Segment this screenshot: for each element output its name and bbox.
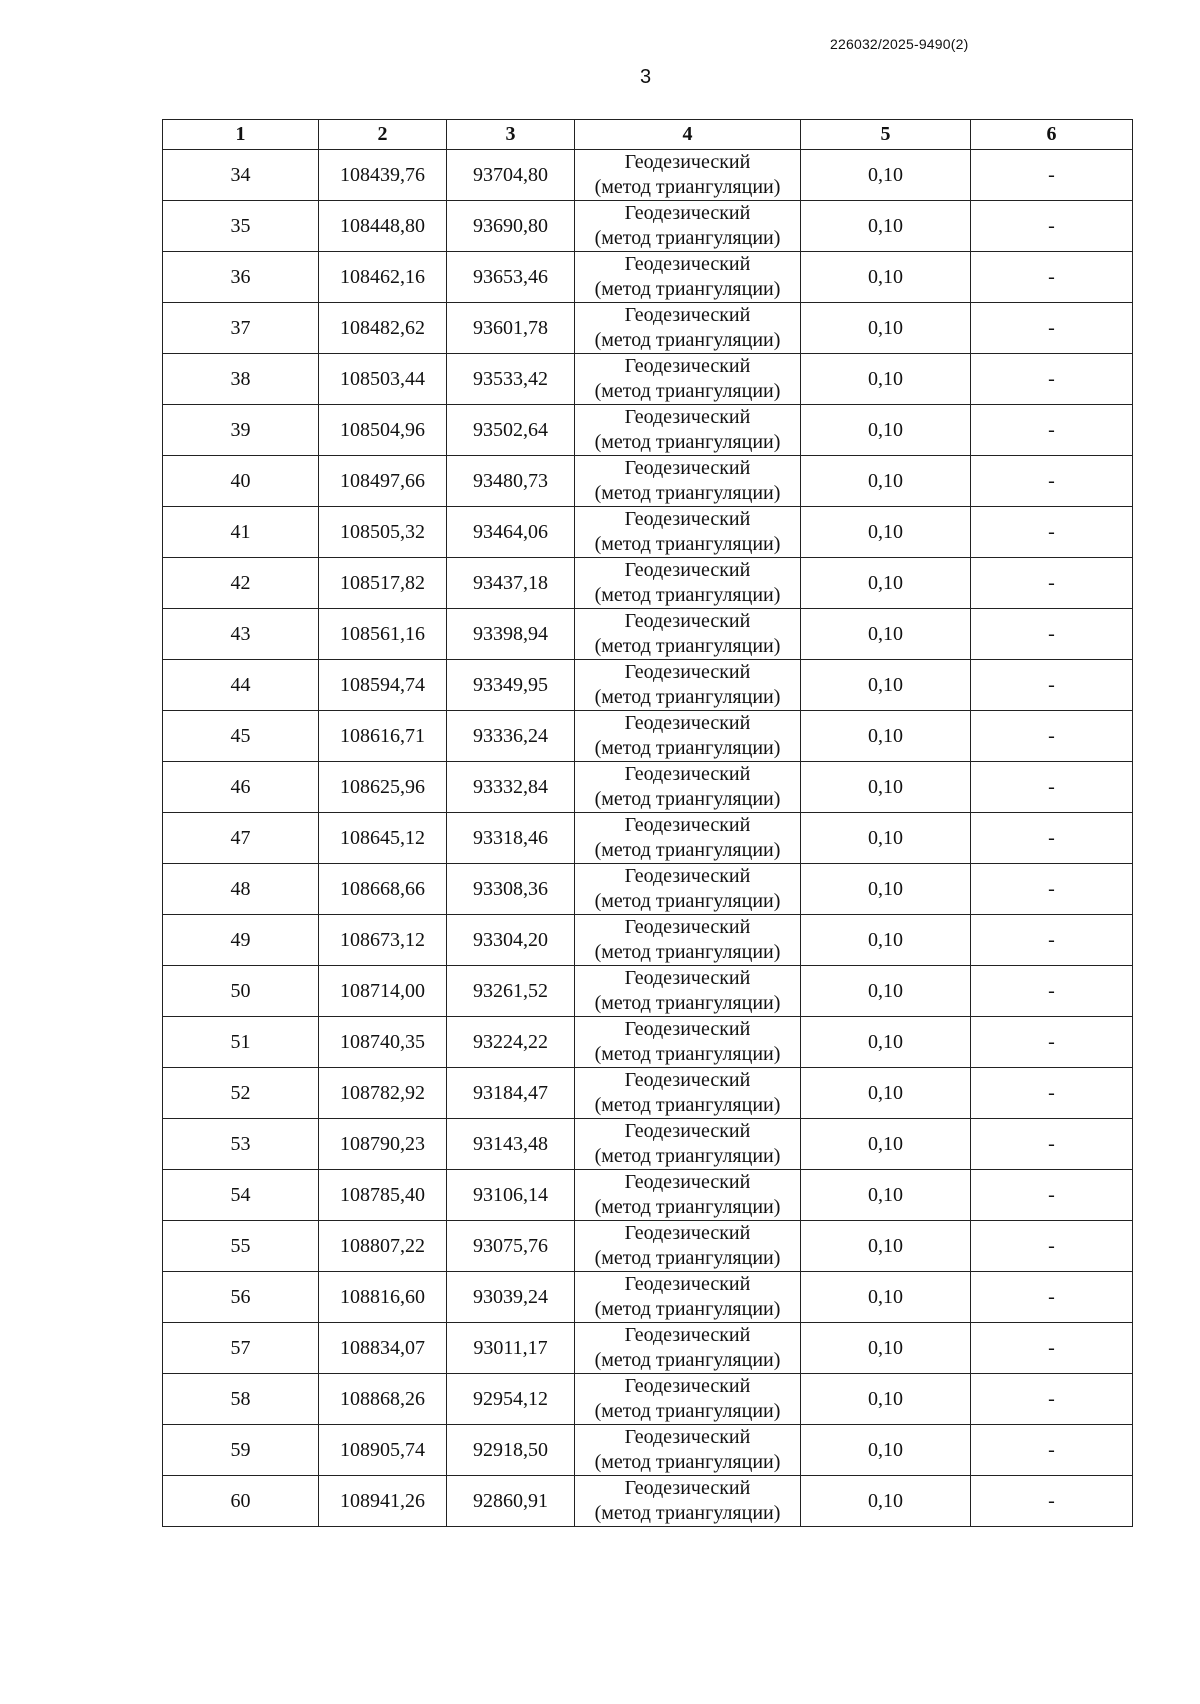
note-cell: - xyxy=(971,354,1133,405)
accuracy-cell: 0,10 xyxy=(801,1017,971,1068)
method-cell xyxy=(575,507,801,558)
table-row xyxy=(163,1374,1133,1425)
point-number-cell: 42 xyxy=(163,558,319,609)
note-cell: - xyxy=(971,150,1133,201)
column-header-3: 3 xyxy=(447,120,575,150)
coordinate-x-cell: 108448,80 xyxy=(319,201,447,252)
accuracy-cell: 0,10 xyxy=(801,201,971,252)
accuracy-cell: 0,10 xyxy=(801,456,971,507)
method-detail: (метод триангуляции) xyxy=(594,788,781,810)
coordinate-x-cell: 108505,32 xyxy=(319,507,447,558)
accuracy-cell: 0,10 xyxy=(801,1272,971,1323)
method-name: Геодезический xyxy=(624,559,751,581)
method-cell xyxy=(575,915,801,966)
note-cell: - xyxy=(971,711,1133,762)
accuracy-cell: 0,10 xyxy=(801,711,971,762)
note-cell: - xyxy=(971,1323,1133,1374)
coordinate-x-cell: 108834,07 xyxy=(319,1323,447,1374)
coordinates-table xyxy=(162,119,1133,1527)
method-detail: (метод триангуляции) xyxy=(594,992,781,1014)
note-cell: - xyxy=(971,1374,1133,1425)
table-row xyxy=(163,1272,1133,1323)
point-number-cell: 57 xyxy=(163,1323,319,1374)
table-row xyxy=(163,507,1133,558)
coordinate-x-cell: 108625,96 xyxy=(319,762,447,813)
note-cell: - xyxy=(971,558,1133,609)
method-detail: (метод триангуляции) xyxy=(594,1043,781,1065)
method-detail: (метод триангуляции) xyxy=(594,1247,781,1269)
method-cell xyxy=(575,711,801,762)
coordinate-x-cell: 108668,66 xyxy=(319,864,447,915)
table-row xyxy=(163,1221,1133,1272)
method-cell xyxy=(575,1476,801,1527)
table-row xyxy=(163,1476,1133,1527)
point-number-cell: 60 xyxy=(163,1476,319,1527)
method-detail: (метод триангуляции) xyxy=(594,380,781,402)
coordinate-x-cell: 108782,92 xyxy=(319,1068,447,1119)
column-header-6: 6 xyxy=(971,120,1133,150)
point-number-cell: 44 xyxy=(163,660,319,711)
accuracy-cell: 0,10 xyxy=(801,1119,971,1170)
point-number-cell: 52 xyxy=(163,1068,319,1119)
note-cell: - xyxy=(971,1017,1133,1068)
coordinate-y-cell: 93653,46 xyxy=(447,252,575,303)
accuracy-cell: 0,10 xyxy=(801,150,971,201)
note-cell: - xyxy=(971,1068,1133,1119)
method-cell xyxy=(575,1170,801,1221)
point-number-cell: 59 xyxy=(163,1425,319,1476)
note-cell: - xyxy=(971,1425,1133,1476)
method-name: Геодезический xyxy=(624,508,751,530)
method-detail: (метод триангуляции) xyxy=(594,686,781,708)
accuracy-cell: 0,10 xyxy=(801,1425,971,1476)
coordinate-x-cell: 108503,44 xyxy=(319,354,447,405)
coordinate-y-cell: 93690,80 xyxy=(447,201,575,252)
point-number-cell: 53 xyxy=(163,1119,319,1170)
table-row xyxy=(163,1425,1133,1476)
coordinate-y-cell: 93304,20 xyxy=(447,915,575,966)
point-number-cell: 41 xyxy=(163,507,319,558)
point-number-cell: 54 xyxy=(163,1170,319,1221)
table-row xyxy=(163,1170,1133,1221)
coordinate-y-cell: 93332,84 xyxy=(447,762,575,813)
method-detail: (метод триангуляции) xyxy=(594,1196,781,1218)
accuracy-cell: 0,10 xyxy=(801,1170,971,1221)
accuracy-cell: 0,10 xyxy=(801,1476,971,1527)
table-row xyxy=(163,150,1133,201)
method-cell xyxy=(575,1068,801,1119)
table-row xyxy=(163,252,1133,303)
method-detail: (метод триангуляции) xyxy=(594,584,781,606)
method-name: Геодезический xyxy=(624,355,751,377)
point-number-cell: 46 xyxy=(163,762,319,813)
point-number-cell: 55 xyxy=(163,1221,319,1272)
method-cell xyxy=(575,1425,801,1476)
coordinate-x-cell: 108714,00 xyxy=(319,966,447,1017)
accuracy-cell: 0,10 xyxy=(801,1374,971,1425)
coordinate-y-cell: 92860,91 xyxy=(447,1476,575,1527)
point-number-cell: 51 xyxy=(163,1017,319,1068)
table-row xyxy=(163,354,1133,405)
coordinate-y-cell: 93011,17 xyxy=(447,1323,575,1374)
coordinate-y-cell: 93075,76 xyxy=(447,1221,575,1272)
note-cell: - xyxy=(971,915,1133,966)
note-cell: - xyxy=(971,507,1133,558)
coordinate-y-cell: 93106,14 xyxy=(447,1170,575,1221)
method-name: Геодезический xyxy=(624,1171,751,1193)
point-number-cell: 39 xyxy=(163,405,319,456)
method-cell xyxy=(575,609,801,660)
note-cell: - xyxy=(971,303,1133,354)
point-number-cell: 38 xyxy=(163,354,319,405)
table-row xyxy=(163,762,1133,813)
coordinate-y-cell: 93318,46 xyxy=(447,813,575,864)
coordinate-x-cell: 108868,26 xyxy=(319,1374,447,1425)
table-row xyxy=(163,1119,1133,1170)
accuracy-cell: 0,10 xyxy=(801,915,971,966)
table-row xyxy=(163,813,1133,864)
coordinate-x-cell: 108645,12 xyxy=(319,813,447,864)
point-number-cell: 35 xyxy=(163,201,319,252)
method-detail: (метод триангуляции) xyxy=(594,737,781,759)
accuracy-cell: 0,10 xyxy=(801,1068,971,1119)
method-detail: (метод триангуляции) xyxy=(594,1502,781,1524)
method-name: Геодезический xyxy=(624,1477,751,1499)
method-name: Геодезический xyxy=(624,661,751,683)
point-number-cell: 37 xyxy=(163,303,319,354)
point-number-cell: 48 xyxy=(163,864,319,915)
accuracy-cell: 0,10 xyxy=(801,252,971,303)
coordinate-y-cell: 92954,12 xyxy=(447,1374,575,1425)
method-name: Геодезический xyxy=(624,1120,751,1142)
accuracy-cell: 0,10 xyxy=(801,660,971,711)
table-header-row xyxy=(163,120,1133,150)
coordinate-y-cell: 93224,22 xyxy=(447,1017,575,1068)
method-detail: (метод триангуляции) xyxy=(594,1349,781,1371)
coordinate-y-cell: 93039,24 xyxy=(447,1272,575,1323)
coordinate-x-cell: 108482,62 xyxy=(319,303,447,354)
method-name: Геодезический xyxy=(624,1222,751,1244)
note-cell: - xyxy=(971,1221,1133,1272)
note-cell: - xyxy=(971,864,1133,915)
note-cell: - xyxy=(971,609,1133,660)
coordinate-y-cell: 93184,47 xyxy=(447,1068,575,1119)
method-name: Геодезический xyxy=(624,610,751,632)
method-detail: (метод триангуляции) xyxy=(594,431,781,453)
method-detail: (метод триангуляции) xyxy=(594,890,781,912)
coordinate-y-cell: 93437,18 xyxy=(447,558,575,609)
coordinate-x-cell: 108462,16 xyxy=(319,252,447,303)
table-row xyxy=(163,1017,1133,1068)
table-row xyxy=(163,864,1133,915)
method-cell xyxy=(575,1221,801,1272)
point-number-cell: 34 xyxy=(163,150,319,201)
table-row xyxy=(163,405,1133,456)
accuracy-cell: 0,10 xyxy=(801,609,971,660)
method-cell xyxy=(575,1374,801,1425)
method-cell xyxy=(575,456,801,507)
accuracy-cell: 0,10 xyxy=(801,354,971,405)
method-cell xyxy=(575,1017,801,1068)
method-detail: (метод триангуляции) xyxy=(594,1400,781,1422)
method-detail: (метод триангуляции) xyxy=(594,635,781,657)
column-header-1: 1 xyxy=(163,120,319,150)
note-cell: - xyxy=(971,813,1133,864)
table-row xyxy=(163,1323,1133,1374)
coordinate-x-cell: 108816,60 xyxy=(319,1272,447,1323)
accuracy-cell: 0,10 xyxy=(801,762,971,813)
accuracy-cell: 0,10 xyxy=(801,864,971,915)
method-cell xyxy=(575,1272,801,1323)
method-name: Геодезический xyxy=(624,967,751,989)
note-cell: - xyxy=(971,1119,1133,1170)
method-detail: (метод триангуляции) xyxy=(594,1298,781,1320)
coordinate-x-cell: 108740,35 xyxy=(319,1017,447,1068)
method-detail: (метод триангуляции) xyxy=(594,482,781,504)
note-cell: - xyxy=(971,405,1133,456)
note-cell: - xyxy=(971,1170,1133,1221)
coordinate-y-cell: 93464,06 xyxy=(447,507,575,558)
coordinate-x-cell: 108504,96 xyxy=(319,405,447,456)
method-name: Геодезический xyxy=(624,1324,751,1346)
coordinate-y-cell: 93336,24 xyxy=(447,711,575,762)
method-cell xyxy=(575,762,801,813)
point-number-cell: 45 xyxy=(163,711,319,762)
method-name: Геодезический xyxy=(624,1273,751,1295)
coordinate-y-cell: 93143,48 xyxy=(447,1119,575,1170)
method-name: Геодезический xyxy=(624,202,751,224)
table-row xyxy=(163,456,1133,507)
accuracy-cell: 0,10 xyxy=(801,558,971,609)
method-detail: (метод триангуляции) xyxy=(594,176,781,198)
method-cell xyxy=(575,1119,801,1170)
method-cell xyxy=(575,150,801,201)
note-cell: - xyxy=(971,456,1133,507)
point-number-cell: 36 xyxy=(163,252,319,303)
column-header-5: 5 xyxy=(801,120,971,150)
method-name: Геодезический xyxy=(624,304,751,326)
method-name: Геодезический xyxy=(624,763,751,785)
point-number-cell: 40 xyxy=(163,456,319,507)
accuracy-cell: 0,10 xyxy=(801,405,971,456)
method-name: Геодезический xyxy=(624,1018,751,1040)
method-detail: (метод триангуляции) xyxy=(594,1094,781,1116)
accuracy-cell: 0,10 xyxy=(801,1221,971,1272)
table-row xyxy=(163,201,1133,252)
method-name: Геодезический xyxy=(624,916,751,938)
method-name: Геодезический xyxy=(624,1426,751,1448)
method-name: Геодезический xyxy=(624,865,751,887)
coordinate-x-cell: 108561,16 xyxy=(319,609,447,660)
note-cell: - xyxy=(971,762,1133,813)
coordinate-x-cell: 108790,23 xyxy=(319,1119,447,1170)
table-row xyxy=(163,711,1133,762)
page-number: 3 xyxy=(640,66,652,88)
point-number-cell: 49 xyxy=(163,915,319,966)
method-cell xyxy=(575,354,801,405)
method-cell xyxy=(575,864,801,915)
method-cell xyxy=(575,1323,801,1374)
method-name: Геодезический xyxy=(624,1375,751,1397)
table-row xyxy=(163,609,1133,660)
table-row xyxy=(163,303,1133,354)
method-detail: (метод триангуляции) xyxy=(594,839,781,861)
coordinate-y-cell: 93480,73 xyxy=(447,456,575,507)
coordinate-y-cell: 93308,36 xyxy=(447,864,575,915)
table-body xyxy=(163,150,1133,1527)
method-name: Геодезический xyxy=(624,1069,751,1091)
coordinate-y-cell: 92918,50 xyxy=(447,1425,575,1476)
accuracy-cell: 0,10 xyxy=(801,507,971,558)
method-detail: (метод триангуляции) xyxy=(594,227,781,249)
method-cell xyxy=(575,660,801,711)
coordinate-y-cell: 93502,64 xyxy=(447,405,575,456)
note-cell: - xyxy=(971,1272,1133,1323)
method-name: Геодезический xyxy=(624,712,751,734)
method-detail: (метод триангуляции) xyxy=(594,1451,781,1473)
point-number-cell: 58 xyxy=(163,1374,319,1425)
note-cell: - xyxy=(971,660,1133,711)
method-cell xyxy=(575,405,801,456)
table-row xyxy=(163,558,1133,609)
table-row xyxy=(163,915,1133,966)
point-number-cell: 47 xyxy=(163,813,319,864)
coordinate-y-cell: 93349,95 xyxy=(447,660,575,711)
coordinate-y-cell: 93261,52 xyxy=(447,966,575,1017)
method-cell xyxy=(575,201,801,252)
note-cell: - xyxy=(971,201,1133,252)
coordinate-x-cell: 108673,12 xyxy=(319,915,447,966)
coordinate-x-cell: 108439,76 xyxy=(319,150,447,201)
method-name: Геодезический xyxy=(624,406,751,428)
method-name: Геодезический xyxy=(624,457,751,479)
point-number-cell: 50 xyxy=(163,966,319,1017)
method-cell xyxy=(575,558,801,609)
method-detail: (метод триангуляции) xyxy=(594,329,781,351)
method-name: Геодезический xyxy=(624,151,751,173)
coordinate-y-cell: 93601,78 xyxy=(447,303,575,354)
document-id: 226032/2025-9490(2) xyxy=(830,36,969,52)
coordinate-x-cell: 108497,66 xyxy=(319,456,447,507)
coordinate-y-cell: 93533,42 xyxy=(447,354,575,405)
method-cell xyxy=(575,252,801,303)
method-detail: (метод триангуляции) xyxy=(594,1145,781,1167)
method-cell xyxy=(575,813,801,864)
accuracy-cell: 0,10 xyxy=(801,1323,971,1374)
method-cell xyxy=(575,303,801,354)
coordinate-x-cell: 108785,40 xyxy=(319,1170,447,1221)
coordinate-x-cell: 108517,82 xyxy=(319,558,447,609)
column-header-4: 4 xyxy=(575,120,801,150)
accuracy-cell: 0,10 xyxy=(801,813,971,864)
table-row xyxy=(163,660,1133,711)
coordinate-x-cell: 108616,71 xyxy=(319,711,447,762)
table-row xyxy=(163,966,1133,1017)
point-number-cell: 43 xyxy=(163,609,319,660)
method-detail: (метод триангуляции) xyxy=(594,941,781,963)
accuracy-cell: 0,10 xyxy=(801,966,971,1017)
column-header-2: 2 xyxy=(319,120,447,150)
note-cell: - xyxy=(971,252,1133,303)
coordinate-x-cell: 108807,22 xyxy=(319,1221,447,1272)
table-row xyxy=(163,1068,1133,1119)
coordinate-x-cell: 108905,74 xyxy=(319,1425,447,1476)
coordinate-x-cell: 108594,74 xyxy=(319,660,447,711)
note-cell: - xyxy=(971,966,1133,1017)
point-number-cell: 56 xyxy=(163,1272,319,1323)
method-name: Геодезический xyxy=(624,814,751,836)
method-detail: (метод триангуляции) xyxy=(594,533,781,555)
note-cell: - xyxy=(971,1476,1133,1527)
method-detail: (метод триангуляции) xyxy=(594,278,781,300)
coordinate-y-cell: 93704,80 xyxy=(447,150,575,201)
coordinate-y-cell: 93398,94 xyxy=(447,609,575,660)
accuracy-cell: 0,10 xyxy=(801,303,971,354)
coordinate-x-cell: 108941,26 xyxy=(319,1476,447,1527)
method-cell xyxy=(575,966,801,1017)
method-name: Геодезический xyxy=(624,253,751,275)
